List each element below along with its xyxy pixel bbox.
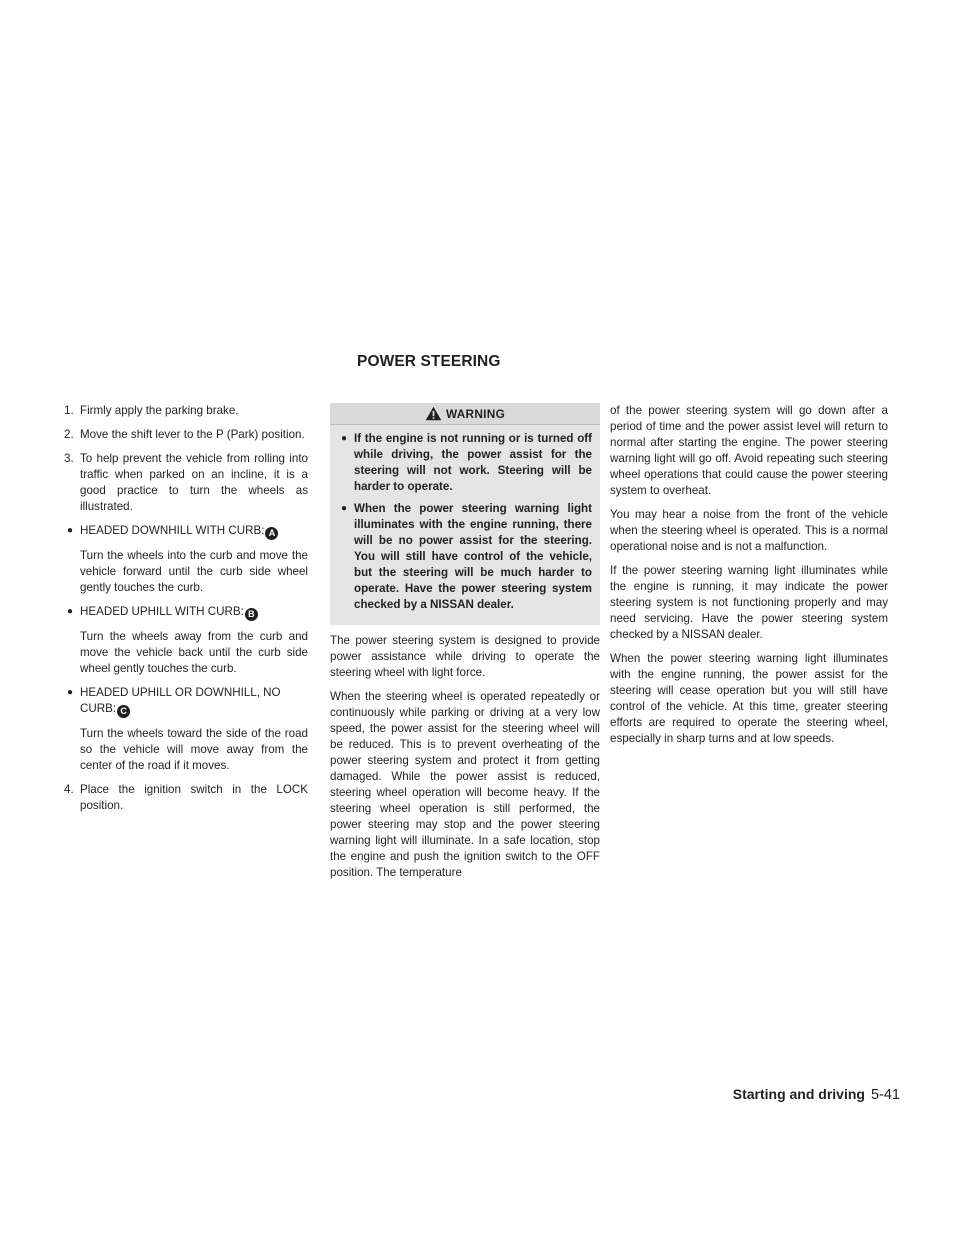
paragraph: of the power steering system will go down after a period of time and the power assist level will return to normal after starting the engine. The power steering warning light will go off. Avoid repeating such steering wheel operations that could cause the power steering system to overheat.: [610, 404, 888, 497]
section-title: POWER STEERING: [357, 353, 501, 370]
warning-title: WARNING: [445, 406, 506, 421]
warning-triangle-icon: [425, 406, 442, 421]
warning-header: [330, 403, 600, 425]
paragraph: If the power steering warning light illuminates while the engine is running, it may indicate the power steering system is not functioning properly and may need servicing. Have the power steering system checked by a NISSAN dealer.: [610, 564, 888, 641]
step-3: [64, 451, 308, 515]
left-column: [64, 403, 308, 822]
warning-item: [338, 431, 592, 495]
page-number: 5-41: [870, 1087, 900, 1103]
page-footer: [733, 1086, 900, 1103]
warning-item-text: When the power steering warning light illuminates with the engine running, there will be no power assist for the steering. You will still have control of the vehicle, but the steering will be much harder to operate. Have the power steering system checked by a NISSAN dealer.: [354, 502, 592, 611]
bullet-label: HEADED DOWNHILL WITH CURB:: [80, 524, 265, 537]
step-1: [64, 403, 308, 419]
bullet-uphill-curb: [64, 604, 308, 621]
bullet-label: HEADED UPHILL WITH CURB:: [80, 605, 244, 618]
bullet-icon: ●: [67, 606, 74, 617]
bullet-icon: ●: [341, 433, 348, 444]
warning-box: [330, 403, 600, 625]
step-text: To help prevent the vehicle from rolling into traffic when parked on an incline, it is a good practice to turn the wheels as illustrated.: [80, 452, 308, 513]
step-number: 3.: [64, 452, 74, 465]
bullet-icon: ●: [341, 503, 348, 514]
bullet-label: HEADED UPHILL OR DOWNHILL, NO CURB:: [80, 686, 281, 715]
bullet-icon: ●: [67, 687, 74, 698]
paragraph: When the power steering warning light illuminates with the engine running, the power assist for the steering will cease operation but you will still have control of the vehicle. At this time, greater steering efforts are required to operate the steering wheel, especially in sharp turns and at low speeds.: [610, 652, 888, 745]
step-number: 4.: [64, 783, 74, 796]
bullet-text: Turn the wheels into the curb and move the vehicle forward until the curb side wheel gently touches the curb.: [80, 549, 308, 594]
footer-section: Starting and driving: [732, 1086, 865, 1102]
bullet-text: Turn the wheels away from the curb and move the vehicle back until the curb side wheel gently touches the curb.: [80, 630, 308, 675]
warning-item-text: If the engine is not running or is turned off while driving, the power assist for the steering will not work. Steering will be harder to operate.: [354, 432, 592, 493]
step-number: 2.: [64, 428, 74, 441]
bullet-text: Turn the wheels toward the side of the road so the vehicle will move away from the center of the road if it moves.: [80, 727, 308, 772]
step-text: Place the ignition switch in the LOCK position.: [80, 783, 308, 812]
step-number: 1.: [64, 404, 74, 417]
paragraph: The power steering system is designed to provide power assistance while driving to operate the steering wheel with light force.: [330, 634, 600, 679]
middle-column: [330, 403, 600, 889]
warning-item: [338, 501, 592, 613]
bullet-icon: ●: [67, 525, 74, 536]
step-4: [64, 782, 308, 814]
circle-a-icon: A: [265, 527, 278, 540]
right-column: [610, 403, 888, 755]
step-text: Firmly apply the parking brake.: [80, 404, 239, 417]
paragraph: When the steering wheel is operated repeatedly or continuously while parking or driving at a very low speed, the power assist for the steering wheel will be reduced. This is to prevent overheating of the power steering system and protect it from getting damaged. While the power assist is reduced, steering wheel operation will become heavy. If the steering wheel operation is still performed, the power steering may stop and the power steering warning light will illuminate. In a safe location, stop the engine and push the ignition switch to the OFF position. The temperature: [330, 690, 600, 879]
bullet-downhill-curb: [64, 523, 308, 540]
circle-b-icon: B: [245, 608, 258, 621]
paragraph: You may hear a noise from the front of the vehicle when the steering wheel is operated. This is a normal operational noise and is not a malfunction.: [610, 508, 888, 553]
bullet-no-curb: [64, 685, 308, 718]
circle-c-icon: C: [117, 705, 130, 718]
step-2: [64, 427, 308, 443]
step-text: Move the shift lever to the P (Park) position.: [80, 428, 305, 441]
